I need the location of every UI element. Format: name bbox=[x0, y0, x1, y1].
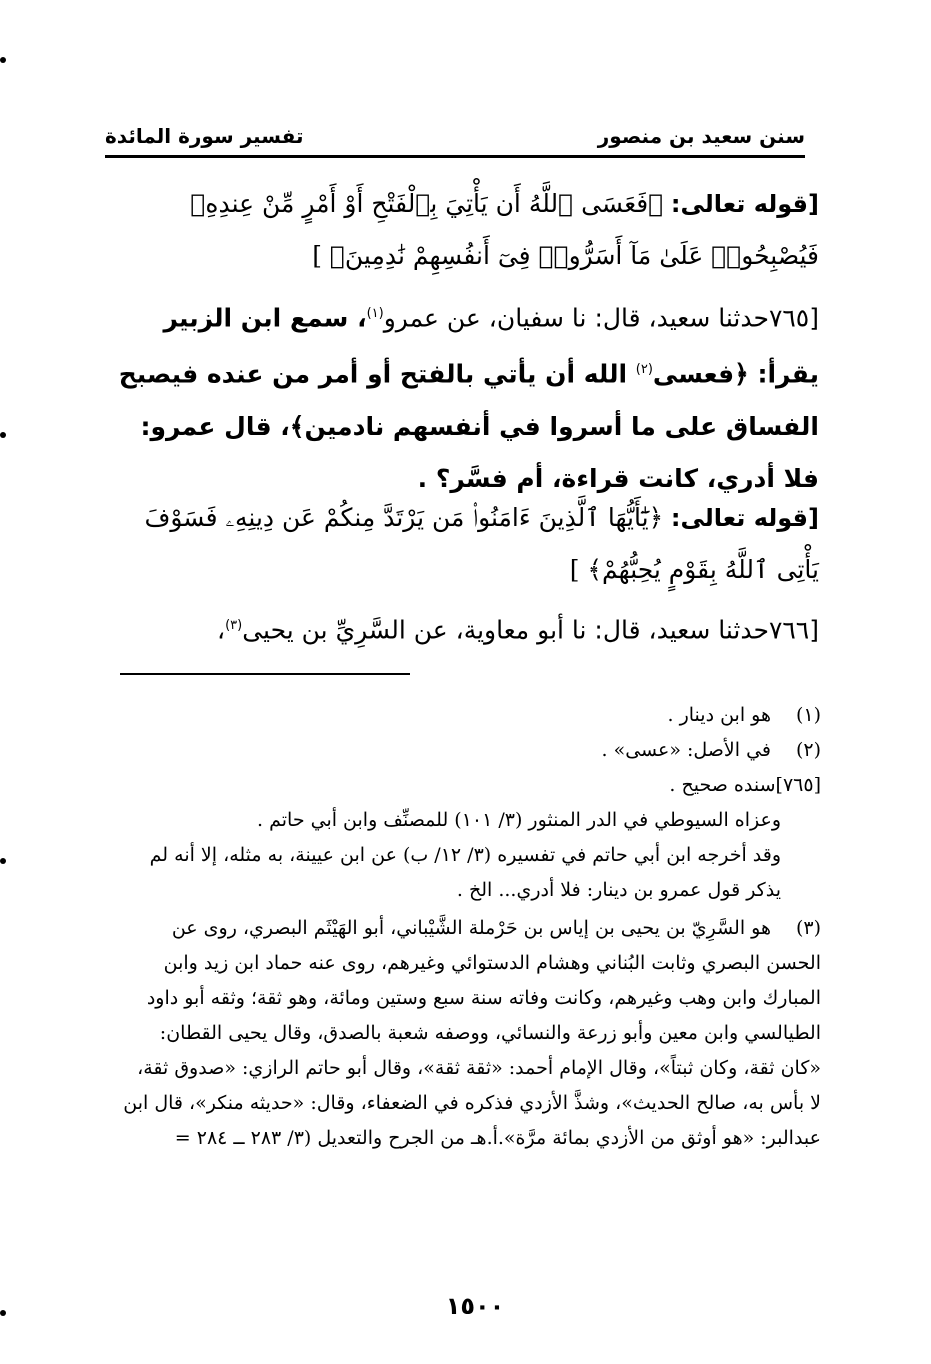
footnote-text: في الأصل: «عسى» . bbox=[601, 739, 771, 761]
running-header bbox=[105, 112, 805, 148]
footnote-ref: (٢) bbox=[635, 362, 653, 378]
scan-mark bbox=[0, 1310, 6, 1316]
verse-heading bbox=[111, 492, 819, 596]
hadith-isnad: حدثنا سعيد، قال: نا أبو معاوية، عن السَّرِيِّ بن يحيى bbox=[242, 615, 769, 645]
hadith-isnad: حدثنا سعيد، قال: نا سفيان، عن عمرو bbox=[383, 303, 769, 333]
footnote-text: سنده صحيح . bbox=[669, 774, 776, 796]
footnote-ref: (١) bbox=[366, 306, 384, 321]
scan-mark bbox=[0, 858, 6, 864]
footnote bbox=[121, 733, 821, 768]
footnote bbox=[121, 911, 821, 1156]
verse-heading bbox=[111, 178, 819, 282]
header-rule bbox=[105, 155, 805, 158]
footnote-text: وقد أخرجه ابن أبي حاتم في تفسيره (٣/ ١٢/ ب) عن ابن عيينة، به مثله، إلا أنه لم يذكر قول عمرو بن دينار: فلا أدري... الخ . bbox=[149, 844, 781, 901]
footnote-ref: (٣) bbox=[225, 618, 243, 633]
footnote-rule bbox=[120, 673, 410, 675]
scan-mark bbox=[0, 57, 6, 63]
footnote-number: [٧٦٥] bbox=[775, 774, 821, 796]
quran-text: ﴿فَعَسَى ٱللَّهُ أَن يَأْتِيَ بِٱلْفَتْحِ أَوْ أَمْرٍ مِّنْ عِندِهِۦ فَيُصْبِحُوا۟ عَلَىٰ مَآ أَسَرُّوا۟ فِىٓ أَنفُسِهِمْ نَٰدِمِينَ﴾ ] bbox=[190, 189, 819, 270]
hadith-text: الله أن يأتي بالفتح أو أمر من عنده فيصبح الفساق على ما أسروا في أنفسهم نادمين﴾، قال عمرو: فلا أدري، كانت قراءة، أم فسَّر؟ . bbox=[118, 359, 819, 493]
footnote-text: وعزاه السيوطي في الدر المنثور (٣/ ١٠١) للمصنِّف وابن أبي حاتم . bbox=[257, 809, 781, 831]
quran-text: ﴿يَٰٓأَيُّهَا ٱلَّذِينَ ءَامَنُوا۟ مَن يَرْتَدَّ مِنكُمْ عَن دِينِهِۦ فَسَوْفَ يَأْتِى ٱللَّهُ بِقَوْمٍ يُحِبُّهُمْ﴾ ] bbox=[144, 503, 819, 584]
footnote-continuation bbox=[121, 838, 821, 908]
scan-mark bbox=[0, 432, 6, 438]
hadith-entry bbox=[111, 600, 819, 656]
page-number: ١٥٠٠ bbox=[445, 1292, 505, 1320]
hadith-entry bbox=[111, 288, 819, 505]
footnote-number: (٣) bbox=[795, 917, 821, 939]
footnote-continuation bbox=[121, 803, 821, 838]
hadith-number: [٧٦٥ bbox=[768, 303, 819, 333]
footnote-number: (١) bbox=[795, 704, 821, 726]
footnote-text: هو ابن دينار . bbox=[667, 704, 771, 726]
book-title: سنن سعيد بن منصور bbox=[597, 124, 805, 148]
verse-lead: [قوله تعالى: bbox=[670, 504, 819, 532]
hadith-tail: ، bbox=[216, 615, 226, 645]
footnote-text: هو السَّرِيّ بن يحيى بن إياس بن حَرْملة الشَّيْباني، أبو الهَيْثَم البصري، روى عن الحسن البصري وثابت البُناني وهشام الدستوائي وغيرهم، روى عنه حماد ابن زيد وابن المبارك وابن وهب وغيرهم، وكانت وفاته سنة سبع وستين ومائة، وهو ثقة؛ وثقه أبو داود الطيالسي وابن معين وأبو زرعة والنسائي، ووصفه شعبة بالصدق، وقال يحيى القطان: «كان ثقة، وكان ثبتاً»، وقال الإمام أحمد: «ثقة ثقة»، وقال أبو حاتم الرازي: «صدوق ثقة، لا بأس به، صالح الحديث»، وشذَّ الأزدي فذكره في الضعفاء، وقال: «حديثه منكر»، قال ابن عبدالبر: «هو أوثق من الأزدي بمائة مرَّة».أ.هـ من الجرح والتعديل (٣/ ٢٨٣ ــ ٢٨٤ = bbox=[123, 917, 821, 1149]
section-title: تفسير سورة المائدة bbox=[105, 124, 304, 148]
footnote bbox=[121, 768, 821, 803]
footnotes bbox=[121, 698, 821, 1156]
hadith-text: ، سمع ابن الزبير يقرأ: ﴿فعسى bbox=[163, 303, 819, 389]
hadith-number: [٧٦٦ bbox=[768, 615, 819, 645]
footnote-number: (٢) bbox=[795, 739, 821, 761]
footnote bbox=[121, 698, 821, 733]
verse-lead: [قوله تعالى: bbox=[670, 190, 819, 218]
